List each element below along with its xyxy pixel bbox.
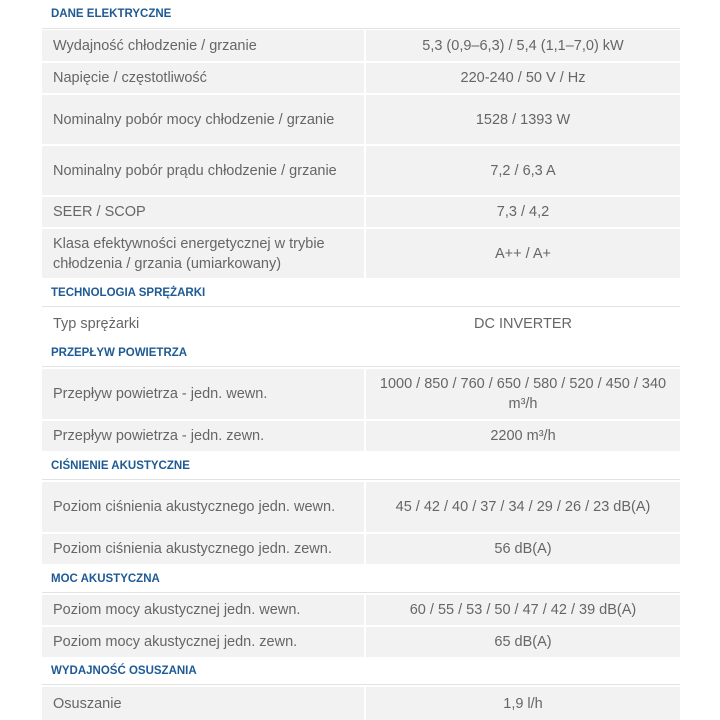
- row-value: 7,3 / 4,2: [366, 197, 680, 227]
- row-label: Poziom ciśnienia akustycznego jedn. zewn.: [42, 534, 364, 564]
- row-label: Klasa efektywności energetycznej w trybie chłodzenia / grzania (umiarkowany): [42, 229, 364, 278]
- table-row: [42, 30, 680, 61]
- section-heading-sound-pressure: CIŚNIENIE AKUSTYCZNE: [42, 452, 680, 480]
- row-value: 65 dB(A): [366, 627, 680, 657]
- table-row: [42, 421, 680, 451]
- section-heading-sound-power: MOC AKUSTYCZNA: [42, 565, 680, 593]
- row-value: 220-240 / 50 V / Hz: [366, 63, 680, 93]
- table-row: [42, 146, 680, 195]
- row-label: SEER / SCOP: [42, 197, 364, 227]
- table-row: [42, 627, 680, 657]
- table-row: [42, 369, 680, 419]
- table-row: [42, 95, 680, 144]
- row-value: 1528 / 1393 W: [366, 95, 680, 144]
- row-label: Typ sprężarki: [53, 316, 140, 332]
- row-value: 1,9 l/h: [366, 687, 680, 720]
- row-label: Poziom ciśnienia akustycznego jedn. wewn.: [42, 482, 364, 532]
- table-row: [42, 63, 680, 93]
- row-label: Poziom mocy akustycznej jedn. zewn.: [42, 627, 364, 657]
- row-value: 2200 m³/h: [366, 421, 680, 451]
- row-value: 60 / 55 / 53 / 50 / 47 / 42 / 39 dB(A): [366, 595, 680, 625]
- table-row: [42, 482, 680, 532]
- table-row: [42, 229, 680, 278]
- row-label: Nominalny pobór mocy chłodzenie / grzanie: [42, 95, 364, 144]
- section-heading-airflow: PRZEPŁYW POWIETRZA: [42, 340, 680, 367]
- section-heading-dehumidification: WYDAJNOŚĆ OSUSZANIA: [42, 658, 680, 685]
- row-label: Osuszanie: [42, 687, 364, 720]
- row-label: Poziom mocy akustycznej jedn. wewn.: [42, 595, 364, 625]
- row-value: 7,2 / 6,3 A: [366, 146, 680, 195]
- row-label: Napięcie / częstotliwość: [42, 63, 364, 93]
- table-row: [42, 309, 680, 339]
- table-row: [42, 534, 680, 564]
- table-row: [42, 687, 680, 720]
- row-label: Nominalny pobór prądu chłodzenie / grzanie: [42, 146, 364, 195]
- row-label: Przepływ powietrza - jedn. wewn.: [42, 369, 364, 419]
- row-label: Wydajność chłodzenie / grzanie: [42, 30, 364, 61]
- row-value: DC INVERTER: [473, 316, 573, 332]
- table-row: [42, 197, 680, 227]
- row-value: 1000 / 850 / 760 / 650 / 580 / 520 / 450 / 340 m³/h: [366, 369, 680, 419]
- row-label: Przepływ powietrza - jedn. zewn.: [42, 421, 364, 451]
- row-value: 5,3 (0,9–6,3) / 5,4 (1,1–7,0) kW: [366, 30, 680, 61]
- table-row: [42, 595, 680, 625]
- section-heading-electrical: DANE ELEKTRYCZNE: [42, 0, 680, 29]
- row-value: 45 / 42 / 40 / 37 / 34 / 29 / 26 / 23 dB(A): [366, 482, 680, 532]
- row-value: 56 dB(A): [366, 534, 680, 564]
- section-heading-compressor: TECHNOLOGIA SPRĘŻARKI: [42, 279, 680, 307]
- row-value: A++ / A+: [366, 229, 680, 278]
